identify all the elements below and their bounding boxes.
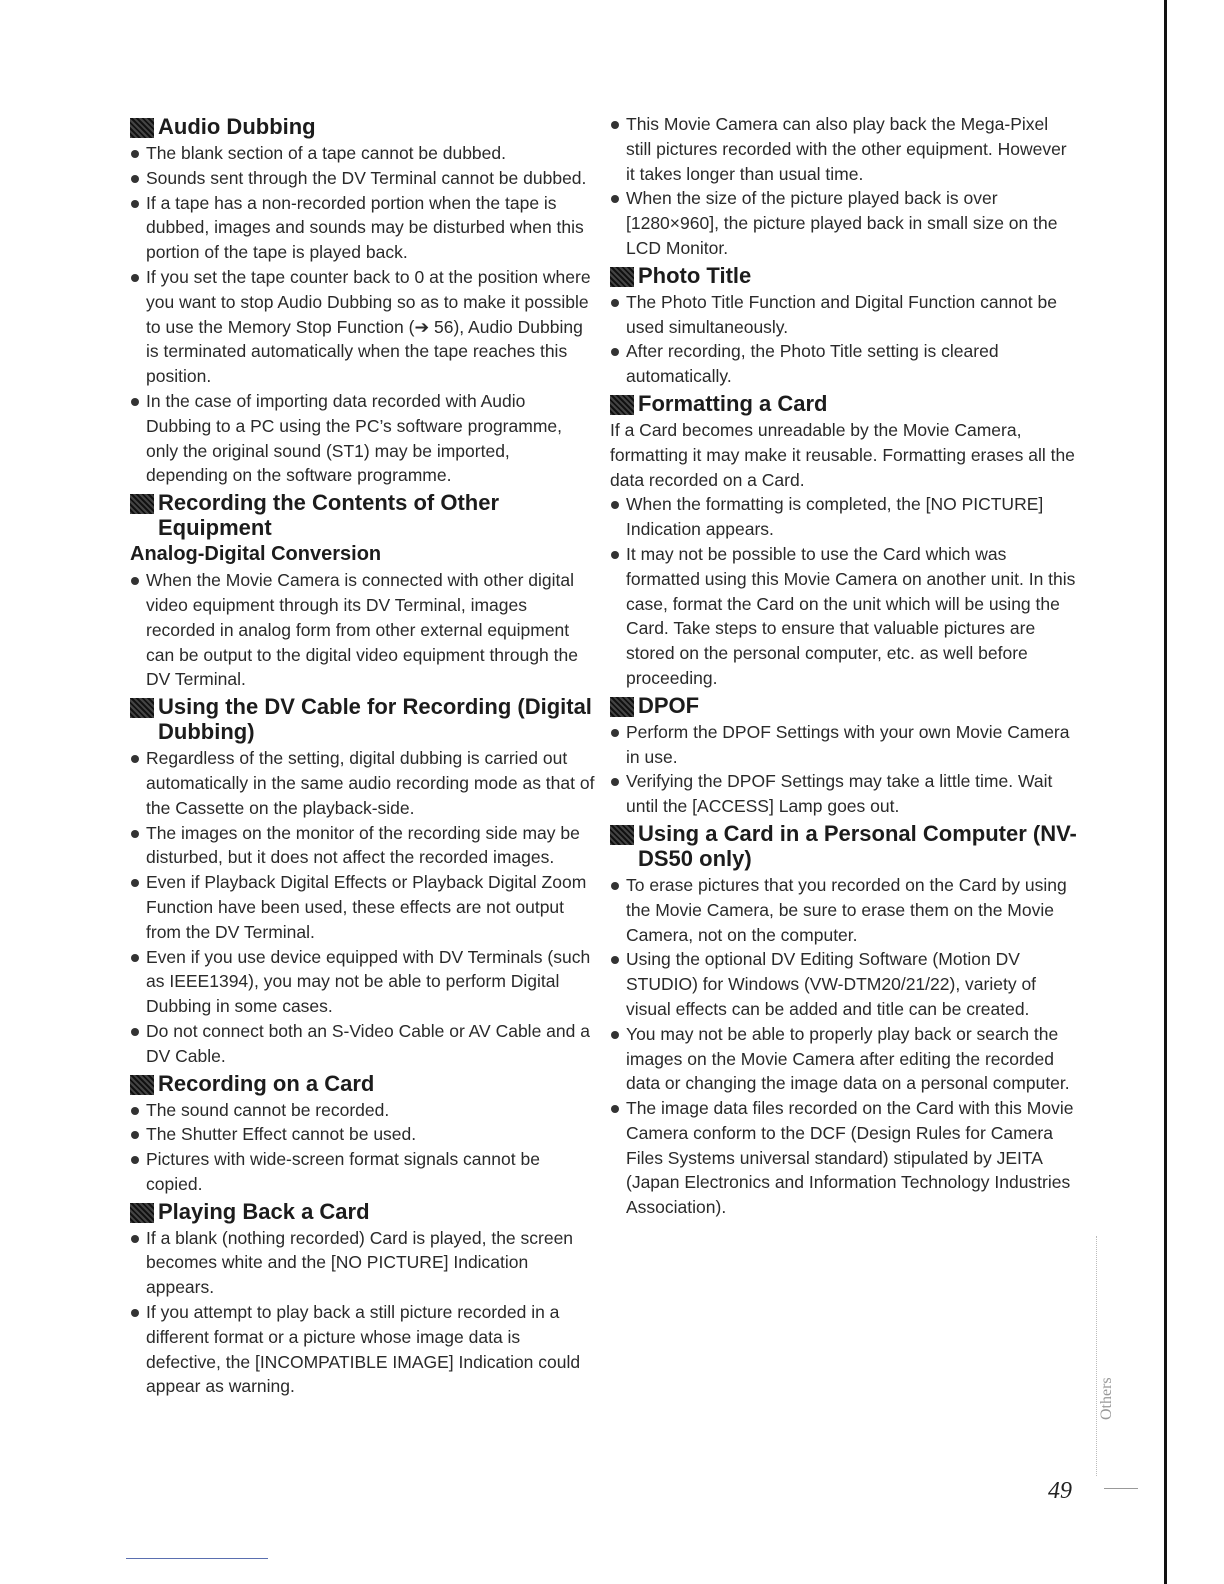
section-recording-other-equipment bbox=[130, 490, 595, 692]
bullet-dot-icon bbox=[131, 830, 139, 838]
bullet-dot-icon bbox=[131, 879, 139, 887]
bullet-item: Sounds sent through the DV Terminal cannot be dubbed. bbox=[130, 166, 595, 191]
heading-square-icon bbox=[130, 1075, 154, 1095]
heading-square-icon bbox=[610, 697, 634, 717]
bullet-dot-icon bbox=[131, 577, 139, 585]
bullet-item: When the size of the picture played back is over [1280×960], the picture played back in small size on the LCD Monitor. bbox=[610, 186, 1078, 260]
bullet-item: In the case of importing data recorded with Audio Dubbing to a PC using the PC’s software programme, only the original sound (ST1) may be imported, depending on the software programme. bbox=[130, 389, 595, 488]
section-heading: Using a Card in a Personal Computer (NV-DS50 only) bbox=[610, 821, 1078, 871]
bullet-dot-icon bbox=[131, 1028, 139, 1036]
bullet-dot-icon bbox=[611, 778, 619, 786]
bullet-dot-icon bbox=[131, 175, 139, 183]
bullet-item: You may not be able to properly play back or search the images on the Movie Camera after editing the recorded data or changing the image data on a personal computer. bbox=[610, 1022, 1078, 1096]
bullet-item: Pictures with wide-screen format signals cannot be copied. bbox=[130, 1147, 595, 1197]
side-tab-outline bbox=[1096, 1236, 1137, 1476]
section-dv-cable bbox=[130, 694, 595, 1068]
bullet-dot-icon bbox=[131, 1309, 139, 1317]
section-heading: Playing Back a Card bbox=[130, 1199, 595, 1224]
section-heading: DPOF bbox=[610, 693, 1078, 718]
section-audio-dubbing bbox=[130, 114, 595, 488]
bullet-dot-icon bbox=[611, 348, 619, 356]
bullet-dot-icon bbox=[131, 398, 139, 406]
bullet-dot-icon bbox=[611, 195, 619, 203]
subheading: Analog-Digital Conversion bbox=[130, 543, 382, 566]
side-tab-label: Others bbox=[1098, 1377, 1115, 1420]
bullet-item: If a tape has a non-recorded portion when the tape is dubbed, images and sounds may be disturbed when this portion of the tape is played back. bbox=[130, 191, 595, 265]
bullet-dot-icon bbox=[131, 1235, 139, 1243]
bullet-item: If a blank (nothing recorded) Card is played, the screen becomes white and the [NO PICTURE] Indication appears. bbox=[130, 1226, 595, 1300]
bullet-item: Regardless of the setting, digital dubbing is carried out automatically in the same audio recording mode as that of the Cassette on the playback-side. bbox=[130, 746, 595, 820]
bullet-item: When the formatting is completed, the [NO PICTURE] Indication appears. bbox=[610, 492, 1078, 542]
right-edge-rule bbox=[1164, 0, 1167, 1584]
heading-square-icon bbox=[130, 494, 154, 514]
bullet-dot-icon bbox=[611, 121, 619, 129]
bullet-item: If you set the tape counter back to 0 at the position where you want to stop Audio Dubbing so as to make it possible to use the Memory Stop Function (➔ 56), Audio Dubbing is terminated automatically when the tape reaches this position. bbox=[130, 265, 595, 389]
bullet-dot-icon bbox=[611, 1031, 619, 1039]
section-heading: Recording on a Card bbox=[130, 1071, 595, 1096]
bullet-dot-icon bbox=[131, 1156, 139, 1164]
bullet-item: To erase pictures that you recorded on the Card by using the Movie Camera, be sure to erase them on the Movie Camera, not on the computer. bbox=[610, 873, 1078, 947]
bottom-rule bbox=[126, 1558, 268, 1559]
section-photo-title bbox=[610, 263, 1078, 389]
section-playing-back-card bbox=[130, 1199, 595, 1400]
section-card-in-pc bbox=[610, 821, 1078, 1220]
bullet-dot-icon bbox=[611, 882, 619, 890]
heading-square-icon bbox=[610, 395, 634, 415]
bullet-dot-icon bbox=[131, 150, 139, 158]
paragraph: If a Card becomes unreadable by the Movie Camera, formatting it may make it reusable. Formatting erases all the data recorded on a Card. bbox=[610, 419, 1075, 490]
bullet-dot-icon bbox=[131, 1107, 139, 1115]
bullet-dot-icon bbox=[131, 954, 139, 962]
left-column bbox=[130, 112, 595, 1399]
bullet-dot-icon bbox=[611, 1105, 619, 1113]
bullet-item: It may not be possible to use the Card which was formatted using this Movie Camera on another unit. In this case, format the Card on the unit which will be using the Card. Take steps to ensure that valuable pictures are stored on the personal computer, etc. as well before proceeding. bbox=[610, 542, 1078, 691]
heading-square-icon bbox=[130, 1203, 154, 1223]
heading-square-icon bbox=[130, 118, 154, 138]
right-column bbox=[610, 112, 1078, 1220]
bullet-item: When the Movie Camera is connected with other digital video equipment through its DV Terminal, images recorded in analog form from other external equipment can be output to the digital video equipment through the DV Terminal. bbox=[130, 568, 595, 692]
bullet-dot-icon bbox=[131, 755, 139, 763]
bullet-dot-icon bbox=[611, 729, 619, 737]
heading-square-icon bbox=[130, 698, 154, 718]
heading-square-icon bbox=[610, 267, 634, 287]
bullet-item: The Photo Title Function and Digital Function cannot be used simultaneously. bbox=[610, 290, 1078, 340]
bullet-item: Even if you use device equipped with DV Terminals (such as IEEE1394), you may not be able to perform Digital Dubbing in some cases. bbox=[130, 945, 595, 1019]
bullet-item: The images on the monitor of the recording side may be disturbed, but it does not affect the recorded images. bbox=[130, 821, 595, 871]
bullet-item: Perform the DPOF Settings with your own Movie Camera in use. bbox=[610, 720, 1078, 770]
bullet-item: Verifying the DPOF Settings may take a little time. Wait until the [ACCESS] Lamp goes out. bbox=[610, 769, 1078, 819]
section-dpof bbox=[610, 693, 1078, 819]
bullet-item: This Movie Camera can also play back the Mega-Pixel still pictures recorded with the other equipment. However it takes longer than usual time. bbox=[610, 112, 1078, 186]
bullet-dot-icon bbox=[611, 299, 619, 307]
section-recording-on-card bbox=[130, 1071, 595, 1197]
bullet-item: If you attempt to play back a still picture recorded in a different format or a picture whose image data is defective, the [INCOMPATIBLE IMAGE] Indication could appear as warning. bbox=[130, 1300, 595, 1399]
bullet-item: Do not connect both an S-Video Cable or AV Cable and a DV Cable. bbox=[130, 1019, 595, 1069]
section-heading: Using the DV Cable for Recording (Digital Dubbing) bbox=[130, 694, 595, 744]
section-formatting-card bbox=[610, 391, 1078, 691]
bullet-item: After recording, the Photo Title setting is cleared automatically. bbox=[610, 339, 1078, 389]
bullet-item: Using the optional DV Editing Software (Motion DV STUDIO) for Windows (VW-DTM20/21/22), variety of visual effects can be added and title can be created. bbox=[610, 947, 1078, 1021]
bullet-dot-icon bbox=[611, 501, 619, 509]
bullet-item: The image data files recorded on the Card with this Movie Camera conform to the DCF (Design Rules for Camera Files Systems universal standard) stipulated by JEITA (Japan Electronics and Information Technology Industries Association). bbox=[610, 1096, 1078, 1220]
section-heading: Recording the Contents of Other Equipment bbox=[130, 490, 595, 540]
section-heading: Audio Dubbing bbox=[130, 114, 595, 139]
bullet-item: The blank section of a tape cannot be dubbed. bbox=[130, 141, 595, 166]
bullet-dot-icon bbox=[131, 200, 139, 208]
section-heading: Formatting a Card bbox=[610, 391, 1078, 416]
section-heading: Photo Title bbox=[610, 263, 1078, 288]
bullet-item: Even if Playback Digital Effects or Playback Digital Zoom Function have been used, these effects are not output from the DV Terminal. bbox=[130, 870, 595, 944]
bullet-item: The Shutter Effect cannot be used. bbox=[130, 1122, 595, 1147]
heading-square-icon bbox=[610, 825, 634, 845]
page-number: 49 bbox=[1048, 1478, 1072, 1504]
section-playing-back-continued bbox=[610, 112, 1078, 261]
bullet-dot-icon bbox=[611, 551, 619, 559]
footer-stub-line bbox=[1104, 1488, 1138, 1489]
bullet-item: The sound cannot be recorded. bbox=[130, 1098, 595, 1123]
bullet-dot-icon bbox=[131, 1131, 139, 1139]
bullet-dot-icon bbox=[611, 956, 619, 964]
bullet-dot-icon bbox=[131, 274, 139, 282]
